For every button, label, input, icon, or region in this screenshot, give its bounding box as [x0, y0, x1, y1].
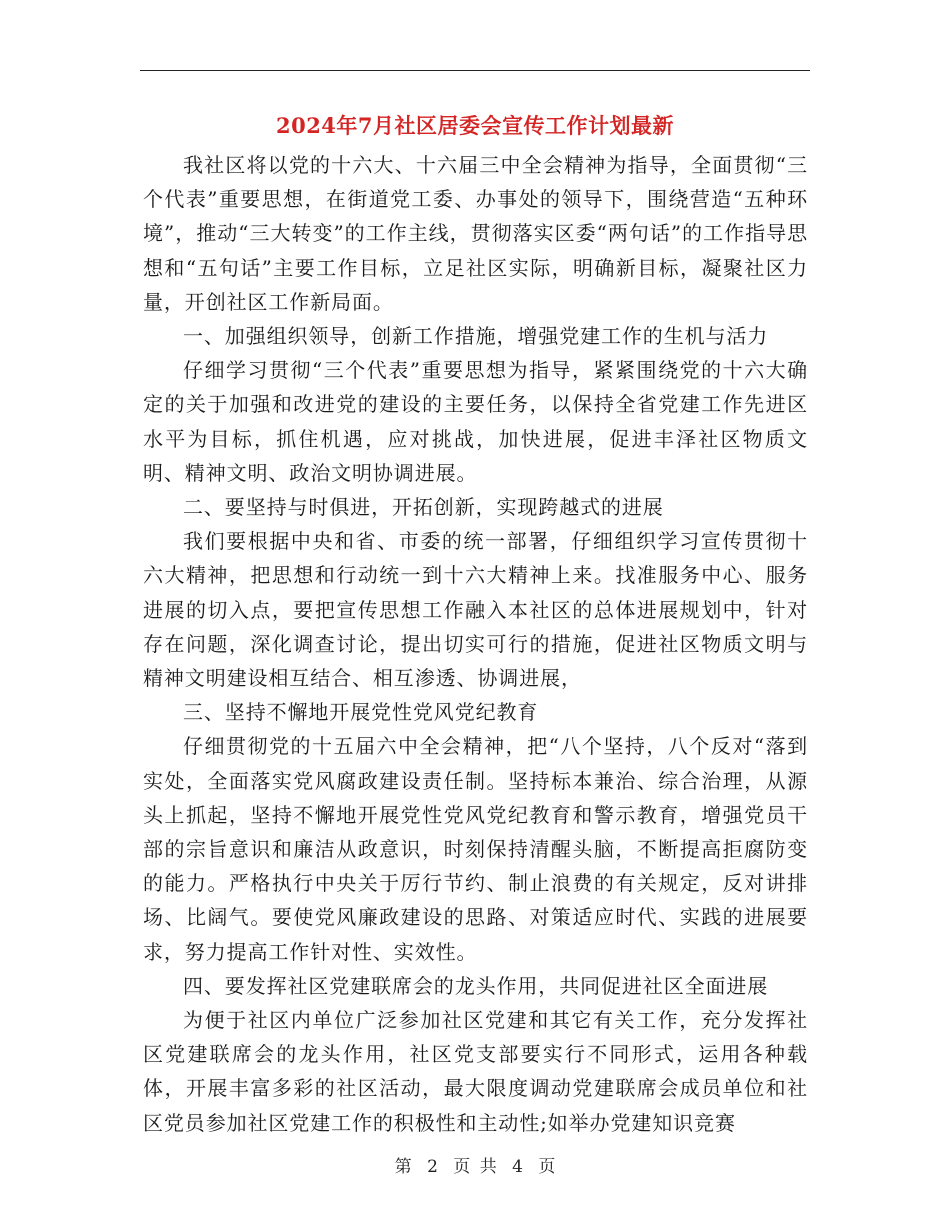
paragraph-section-4: 为便于社区内单位广泛参加社区党建和其它有关工作，充分发挥社区党建联席会的龙头作用，社区党支部要实行不同形式，运用各种载体，开展丰富多彩的社区活动，最大限度调动党建联席会成员单位和社区党员参加社区党建工作的积极性和主动性;如举办党建知识竞赛	[143, 1008, 808, 1135]
document-title: 2024年7月社区居委会宣传工作计划最新	[275, 113, 675, 138]
section-heading-4: 四、要发挥社区党建联席会的龙头作用，共同促进社区全面进展	[183, 973, 769, 998]
paragraph-intro: 我社区将以党的十六大、十六届三中全会精神为指导，全面贯彻“三个代表”重要思想，在街道党工委、办事处的领导下，围绕营造“五种环境”，推动“三大转变”的工作主线，贯彻落实区委“两句话”的工作指导思想和“五句话”主要工作目标，立足社区实际，明确新目标，凝聚社区力量，开创社区工作新局面。	[143, 153, 808, 314]
page-number-footer	[0, 1152, 950, 1177]
document-body	[143, 148, 808, 1140]
section-heading-2: 二、要坚持与时俱进，开拓创新，实现跨越式的进展	[183, 495, 664, 520]
footer-total-pages: 4	[512, 1157, 523, 1177]
footer-middle: 页 共	[453, 1157, 497, 1177]
paragraph-section-2: 我们要根据中央和省、市委的统一部署，仔细组织学习宣传贯彻十六大精神，把思想和行动统一到十六大精神上来。找准服务中心、服务进展的切入点，要把宣传思想工作融入本社区的总体进展规划中，针对存在问题，深化调查讨论，提出切实可行的措施，促进社区物质文明与精神文明建设相互结合、相互渗透、协调进展，	[143, 529, 808, 691]
paragraph-section-3: 仔细贯彻党的十五届六中全会精神，把“八个坚持，八个反对“落到实处，全面落实党风腐政建设责任制。坚持标本兼治、综合治理，从源头上抓起，坚持不懈地开展党性党风党纪教育和警示教育，增强党员干部的宗旨意识和廉洁从政意识，时刻保持清醒头脑，不断提高拒腐防变的能力。严格执行中央关于厉行节约、制止浪费的有关规定，反对讲排场、比阔气。要使党风廉政建设的思路、对策适应时代、实践的进展要求，努力提高工作针对性、实效性。	[143, 734, 808, 964]
footer-prefix: 第	[394, 1157, 412, 1177]
section-heading-3: 三、坚持不懈地开展党性党风党纪教育	[183, 700, 539, 725]
footer-suffix: 页	[538, 1157, 556, 1177]
paragraph-section-1: 仔细学习贯彻“三个代表”重要思想为指导，紧紧围绕党的十六大确定的关于加强和改进党的建设的主要任务，以保持全省党建工作先进区水平为目标，抓住机遇，应对挑战，加快进展，促进丰泽社区物质文明、精神文明、政治文明协调进展。	[143, 358, 808, 485]
header-rule	[140, 70, 810, 71]
section-heading-1: 一、加强组织领导，创新工作措施，增强党建工作的生机与活力	[183, 324, 769, 349]
footer-current-page: 2	[427, 1157, 438, 1177]
